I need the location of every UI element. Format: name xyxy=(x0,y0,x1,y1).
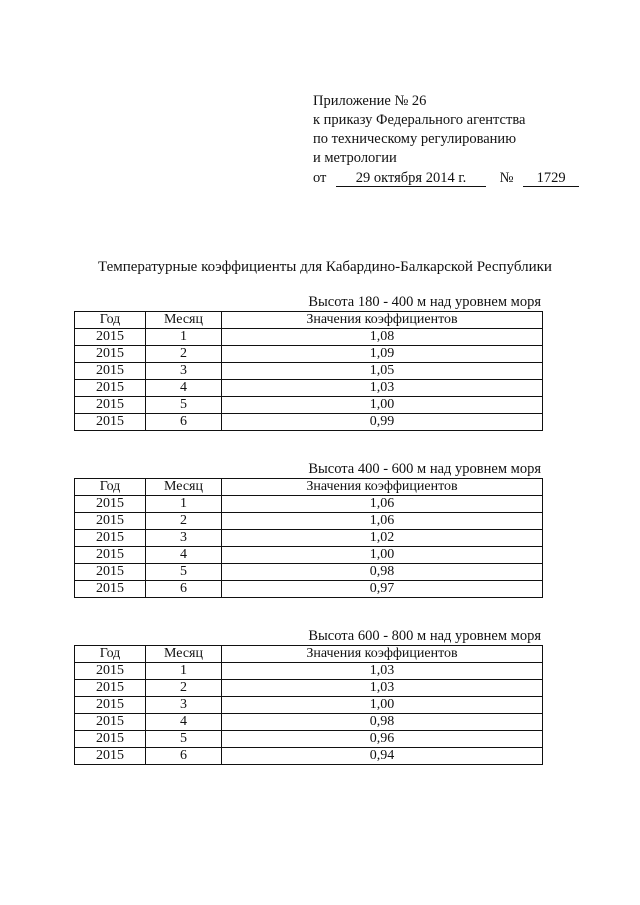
cell-value: 1,02 xyxy=(222,530,543,547)
cell-month: 6 xyxy=(146,748,222,765)
table-row xyxy=(75,513,543,530)
column-header-year: Год xyxy=(75,646,146,663)
table-row xyxy=(75,346,543,363)
column-header-value: Значения коэффициентов xyxy=(222,646,543,663)
cell-month: 2 xyxy=(146,680,222,697)
column-header-value: Значения коэффициентов xyxy=(222,312,543,329)
cell-year: 2015 xyxy=(75,363,146,380)
order-number: 1729 xyxy=(523,171,579,187)
table-row xyxy=(75,564,543,581)
cell-value: 1,09 xyxy=(222,346,543,363)
cell-value: 1,05 xyxy=(222,363,543,380)
table-row xyxy=(75,748,543,765)
cell-year: 2015 xyxy=(75,329,146,346)
table-header-row xyxy=(75,312,543,329)
cell-value: 1,06 xyxy=(222,513,543,530)
table-row xyxy=(75,731,543,748)
cell-year: 2015 xyxy=(75,496,146,513)
table-row xyxy=(75,714,543,731)
cell-value: 1,08 xyxy=(222,329,543,346)
order-date-number xyxy=(313,170,579,187)
cell-month: 5 xyxy=(146,564,222,581)
cell-year: 2015 xyxy=(75,346,146,363)
column-header-month: Месяц xyxy=(146,479,222,496)
cell-year: 2015 xyxy=(75,564,146,581)
table-row xyxy=(75,581,543,598)
cell-value: 0,96 xyxy=(222,731,543,748)
column-header-year: Год xyxy=(75,312,146,329)
coefficients-table xyxy=(74,645,543,765)
table-title: Высота 600 - 800 м над уровнем моря xyxy=(308,628,541,644)
column-header-year: Год xyxy=(75,479,146,496)
cell-month: 5 xyxy=(146,731,222,748)
table-title: Высота 180 - 400 м над уровнем моря xyxy=(308,294,541,310)
cell-month: 4 xyxy=(146,714,222,731)
cell-month: 1 xyxy=(146,496,222,513)
document-title: Температурные коэффициенты для Кабардино-Балкарской Республики xyxy=(98,259,552,275)
cell-value: 1,00 xyxy=(222,547,543,564)
cell-month: 2 xyxy=(146,346,222,363)
order-reference-line-1: к приказу Федерального агентства xyxy=(313,112,526,128)
cell-year: 2015 xyxy=(75,581,146,598)
cell-year: 2015 xyxy=(75,414,146,431)
cell-month: 2 xyxy=(146,513,222,530)
column-header-value: Значения коэффициентов xyxy=(222,479,543,496)
table-row xyxy=(75,496,543,513)
table-row xyxy=(75,547,543,564)
table-block-180-400 xyxy=(74,293,543,431)
cell-year: 2015 xyxy=(75,547,146,564)
cell-value: 0,99 xyxy=(222,414,543,431)
cell-year: 2015 xyxy=(75,530,146,547)
table-block-400-600 xyxy=(74,460,543,598)
table-row xyxy=(75,663,543,680)
cell-month: 1 xyxy=(146,329,222,346)
cell-month: 6 xyxy=(146,581,222,598)
cell-value: 1,00 xyxy=(222,397,543,414)
cell-year: 2015 xyxy=(75,663,146,680)
appendix-header xyxy=(313,92,525,168)
cell-value: 1,06 xyxy=(222,496,543,513)
cell-value: 1,00 xyxy=(222,697,543,714)
coefficients-table xyxy=(74,478,543,598)
cell-month: 3 xyxy=(146,363,222,380)
cell-year: 2015 xyxy=(75,680,146,697)
cell-value: 0,97 xyxy=(222,581,543,598)
cell-month: 6 xyxy=(146,414,222,431)
cell-value: 1,03 xyxy=(222,663,543,680)
cell-year: 2015 xyxy=(75,513,146,530)
cell-value: 0,94 xyxy=(222,748,543,765)
cell-month: 4 xyxy=(146,547,222,564)
cell-value: 0,98 xyxy=(222,714,543,731)
cell-year: 2015 xyxy=(75,380,146,397)
table-row xyxy=(75,414,543,431)
cell-year: 2015 xyxy=(75,731,146,748)
table-row xyxy=(75,697,543,714)
table-row xyxy=(75,380,543,397)
table-header-row xyxy=(75,646,543,663)
table-block-600-800 xyxy=(74,627,543,765)
cell-month: 5 xyxy=(146,397,222,414)
cell-value: 0,98 xyxy=(222,564,543,581)
cell-month: 3 xyxy=(146,530,222,547)
cell-year: 2015 xyxy=(75,748,146,765)
cell-month: 3 xyxy=(146,697,222,714)
cell-year: 2015 xyxy=(75,397,146,414)
order-number-sign: № xyxy=(499,170,514,186)
table-row xyxy=(75,329,543,346)
order-reference-line-2: по техническому регулированию xyxy=(313,131,517,147)
order-prefix: от xyxy=(313,170,327,186)
cell-year: 2015 xyxy=(75,697,146,714)
order-date: 29 октября 2014 г. xyxy=(336,171,486,187)
table-header-row xyxy=(75,479,543,496)
table-row xyxy=(75,680,543,697)
appendix-number: Приложение № 26 xyxy=(313,93,427,109)
column-header-month: Месяц xyxy=(146,646,222,663)
table-row xyxy=(75,530,543,547)
cell-month: 4 xyxy=(146,380,222,397)
cell-year: 2015 xyxy=(75,714,146,731)
table-title: Высота 400 - 600 м над уровнем моря xyxy=(308,461,541,477)
table-row xyxy=(75,397,543,414)
table-row xyxy=(75,363,543,380)
column-header-month: Месяц xyxy=(146,312,222,329)
cell-value: 1,03 xyxy=(222,680,543,697)
cell-month: 1 xyxy=(146,663,222,680)
cell-value: 1,03 xyxy=(222,380,543,397)
order-reference-line-3: и метрологии xyxy=(313,150,397,166)
coefficients-table xyxy=(74,311,543,431)
